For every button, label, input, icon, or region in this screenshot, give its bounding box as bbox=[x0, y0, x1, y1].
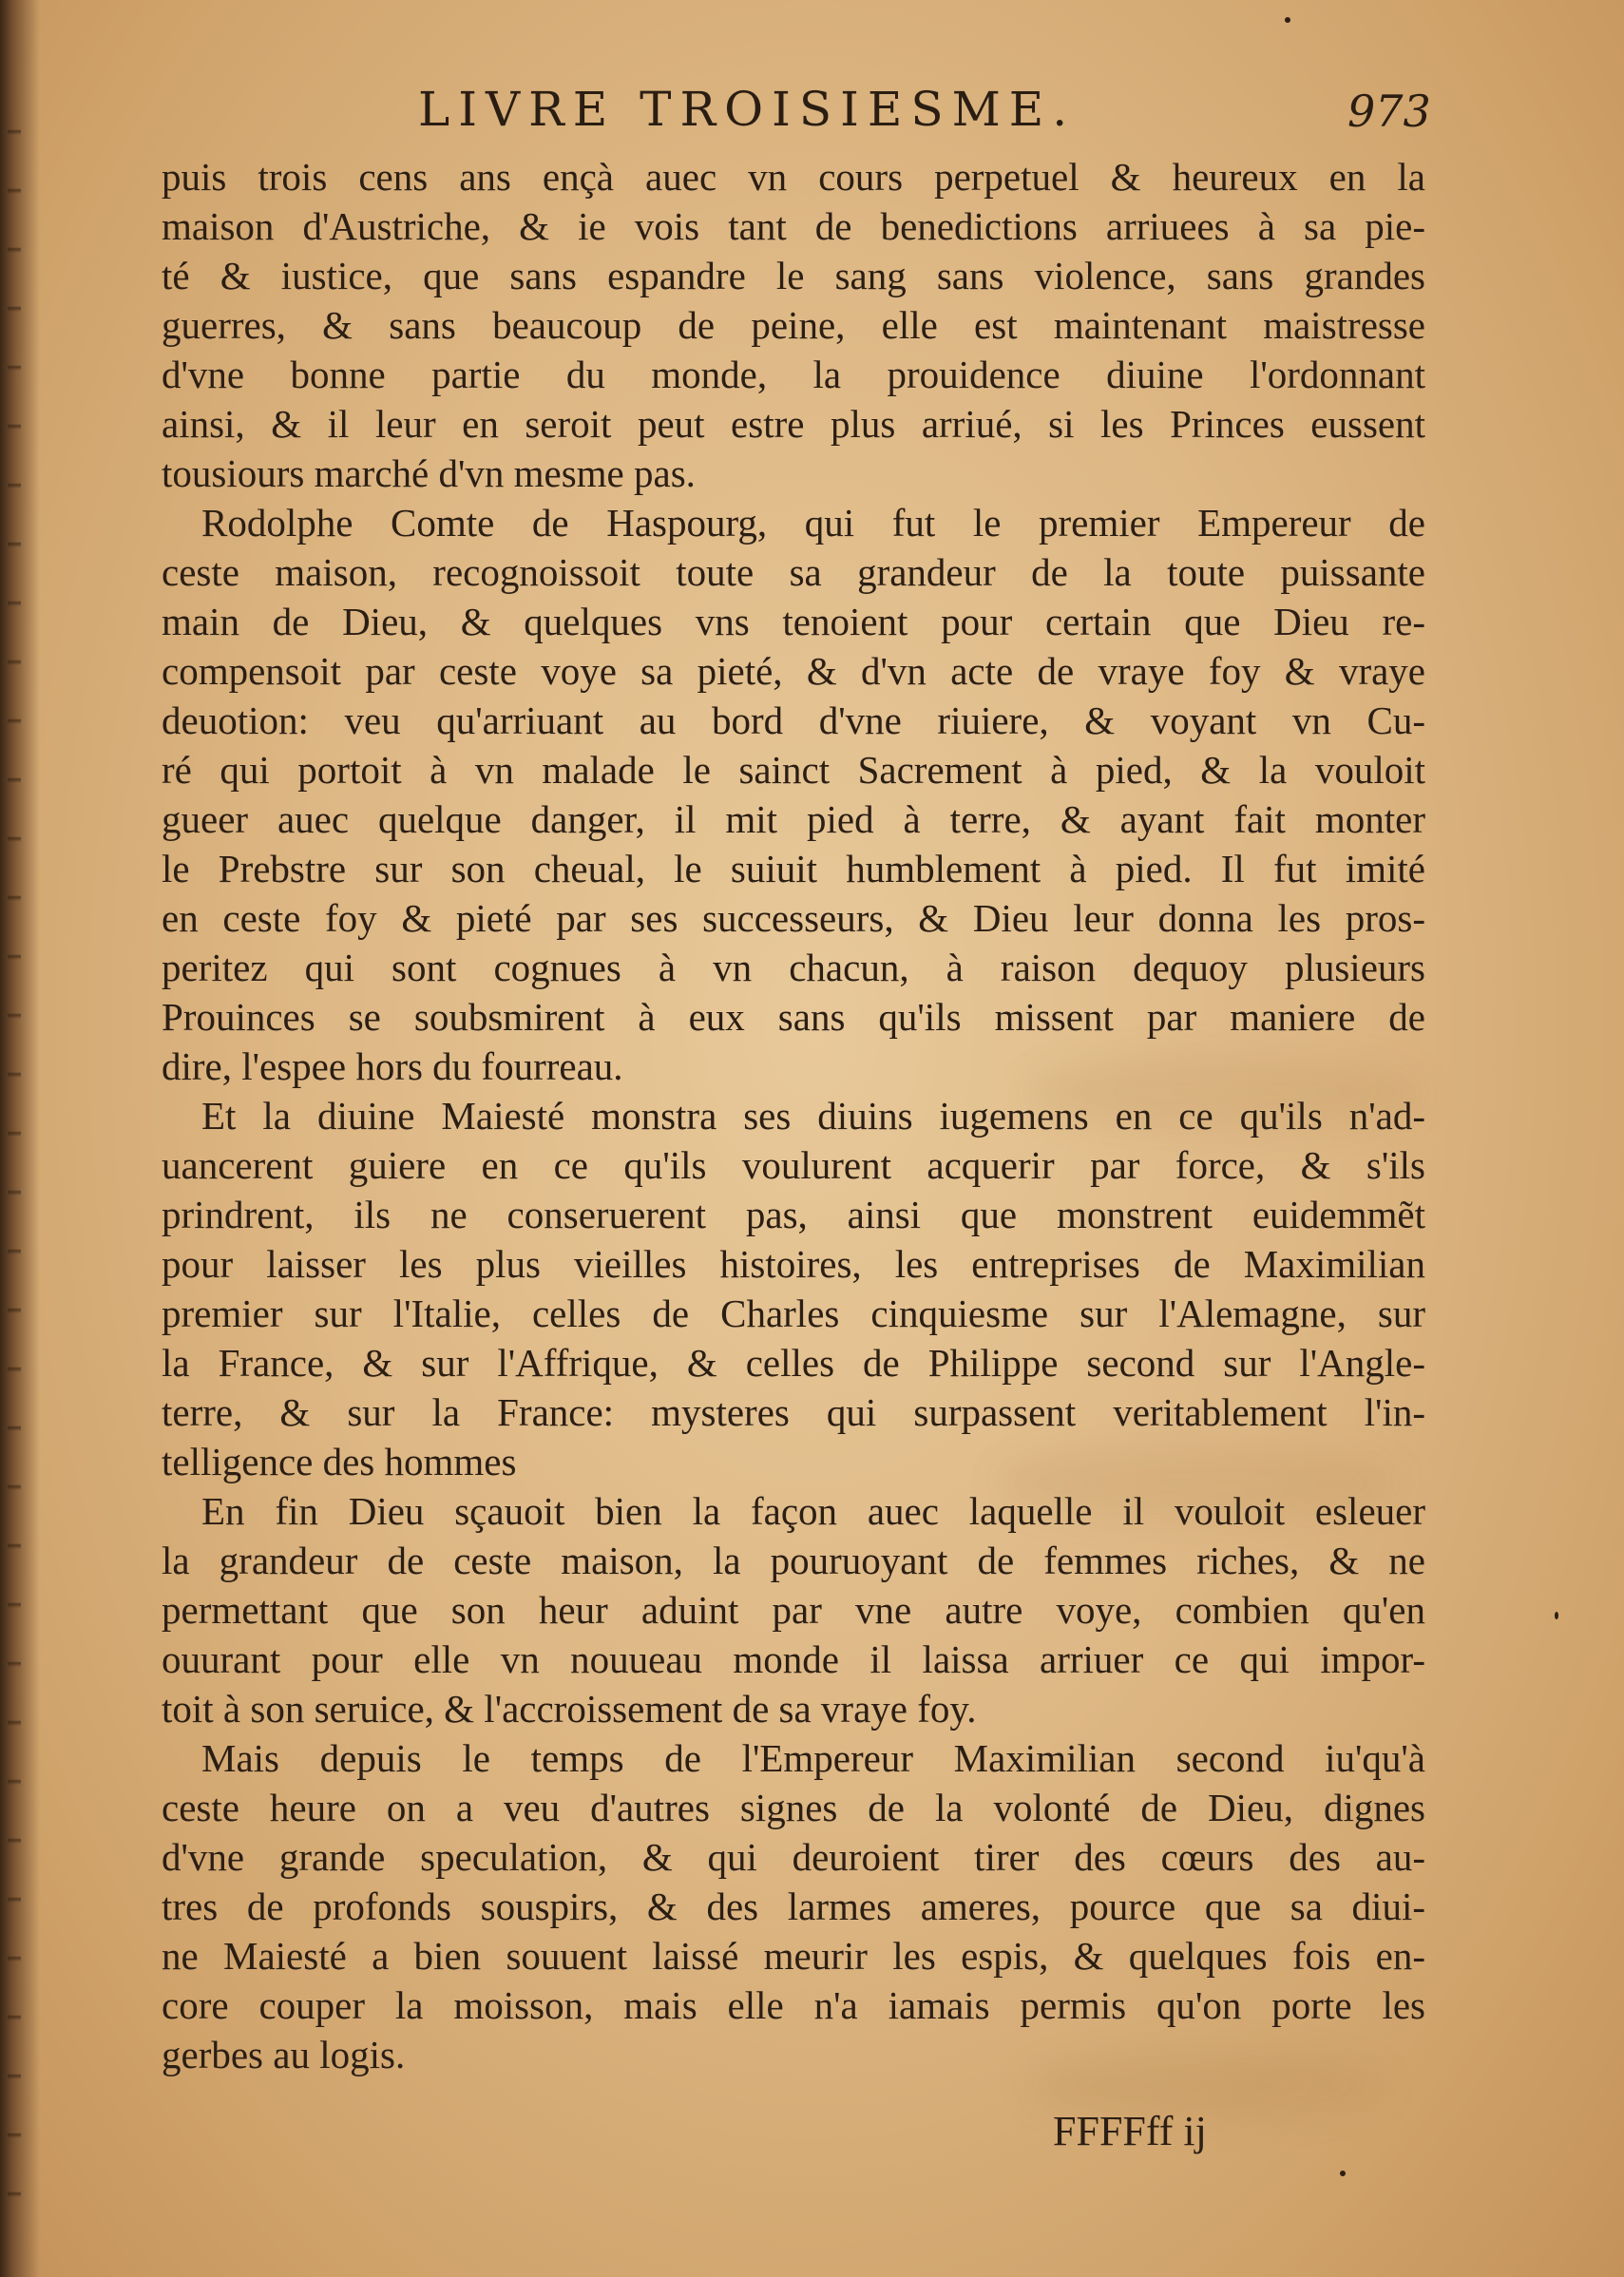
text-line: d'vne grande speculation, & qui deuroient tirer des cœurs des au- bbox=[162, 1835, 1425, 1879]
text-line: ceste heure on a veu d'autres signes de la volonté de Dieu, dignes bbox=[162, 1786, 1425, 1829]
text-line: ainsi, & il leur en seroit peut estre plus arriué, si les Princes eussent bbox=[162, 402, 1425, 446]
text-line: ne Maiesté a bien souuent laissé meurir les espis, & quelques fois en- bbox=[162, 1934, 1425, 1978]
text-line: En fin Dieu sçauoit bien la façon auec laquelle il vouloit esleuer bbox=[201, 1489, 1425, 1533]
text-line: peritez qui sont cognues à vn chacun, à raison dequoy plusieurs bbox=[162, 946, 1425, 989]
text-line: Rodolphe Comte de Haspourg, qui fut le premier Empereur de bbox=[201, 501, 1425, 545]
text-line: uancerent guiere en ce qu'ils voulurent acquerir par force, & s'ils bbox=[162, 1143, 1425, 1187]
text-line: d'vne bonne partie du monde, la prouidence diuine l'ordonnant bbox=[162, 353, 1425, 396]
text-line: té & iustice, que sans espandre le sang sans violence, sans grandes bbox=[162, 254, 1425, 297]
text-line: gerbes au logis. bbox=[162, 2033, 406, 2076]
text-line: core couper la moisson, mais elle n'a iamais permis qu'on porte les bbox=[162, 1983, 1425, 2027]
text-line: premier sur l'Italie, celles de Charles cinquiesme sur l'Alemagne, sur bbox=[162, 1292, 1425, 1335]
text-line: puis trois cens ans ençà auec vn cours perpetuel & heureux en la bbox=[162, 155, 1425, 199]
ink-speck bbox=[1285, 17, 1290, 23]
text-line: Mais depuis le temps de l'Empereur Maximilian second iu'qu'à bbox=[201, 1736, 1425, 1780]
body-text bbox=[162, 152, 1425, 2110]
ink-speck bbox=[1555, 1612, 1558, 1619]
text-line: Et la diuine Maiesté monstra ses diuins iugemens en ce qu'ils n'ad- bbox=[201, 1094, 1425, 1138]
text-line: Prouinces se soubsmirent à eux sans qu'ils missent par maniere de bbox=[162, 995, 1425, 1039]
text-line: gueer auec quelque danger, il mit pied à terre, & ayant fait monter bbox=[162, 797, 1425, 841]
ink-speck bbox=[1340, 2171, 1346, 2176]
text-line: dire, l'espee hors du fourreau. bbox=[162, 1044, 623, 1088]
text-line: compensoit par ceste voye sa pieté, & d'vn acte de vraye foy & vraye bbox=[162, 649, 1425, 693]
text-line: en ceste foy & pieté par ses successeurs, & Dieu leur donna les pros- bbox=[162, 896, 1425, 940]
text-line: tres de profonds souspirs, & des larmes ameres, pource que sa diui- bbox=[162, 1885, 1425, 1928]
text-line: terre, & sur la France: mysteres qui surpassent veritablement l'in- bbox=[162, 1390, 1425, 1434]
text-line: la France, & sur l'Affrique, & celles de Philippe second sur l'Angle- bbox=[162, 1341, 1425, 1385]
text-line: prindrent, ils ne conseruerent pas, ainsi que monstrent euidemmẽt bbox=[162, 1193, 1425, 1236]
text-line: main de Dieu, & quelques vns tenoient pour certain que Dieu re- bbox=[162, 600, 1425, 643]
text-line: la grandeur de ceste maison, la pouruoyant de femmes riches, & ne bbox=[162, 1539, 1425, 1582]
text-line: ceste maison, recognoissoit toute sa grandeur de la toute puissante bbox=[162, 550, 1425, 594]
text-line: maison d'Austriche, & ie vois tant de benedictions arriuees à sa pie- bbox=[162, 204, 1425, 248]
text-line: pour laisser les plus vieilles histoires, les entreprises de Maximilian bbox=[162, 1242, 1425, 1286]
page-number: 973 bbox=[1347, 86, 1431, 137]
text-line: ouurant pour elle vn nouueau monde il laissa arriuer ce qui impor- bbox=[162, 1637, 1425, 1681]
signature-mark: FFFFff ij bbox=[1053, 2108, 1207, 2154]
text-line: le Prebstre sur son cheual, le suiuit humblement à pied. Il fut imité bbox=[162, 847, 1425, 890]
text-line: deuotion: veu qu'arriuant au bord d'vne riuiere, & voyant vn Cu- bbox=[162, 698, 1425, 742]
running-head: LIVRE TROISIESME. bbox=[418, 82, 1077, 137]
text-line: guerres, & sans beaucoup de peine, elle est maintenant maistresse bbox=[162, 303, 1425, 347]
text-line: ré qui portoit à vn malade le sainct Sacrement à pied, & la vouloit bbox=[162, 748, 1425, 792]
text-line: tousiours marché d'vn mesme pas. bbox=[162, 451, 696, 495]
binding-edge bbox=[8, 76, 21, 2205]
text-line: permettant que son heur aduint par vne autre voye, combien qu'en bbox=[162, 1588, 1425, 1632]
text-line: toit à son seruice, & l'accroissement de sa vraye foy. bbox=[162, 1687, 977, 1731]
text-line: telligence des hommes bbox=[162, 1440, 517, 1483]
